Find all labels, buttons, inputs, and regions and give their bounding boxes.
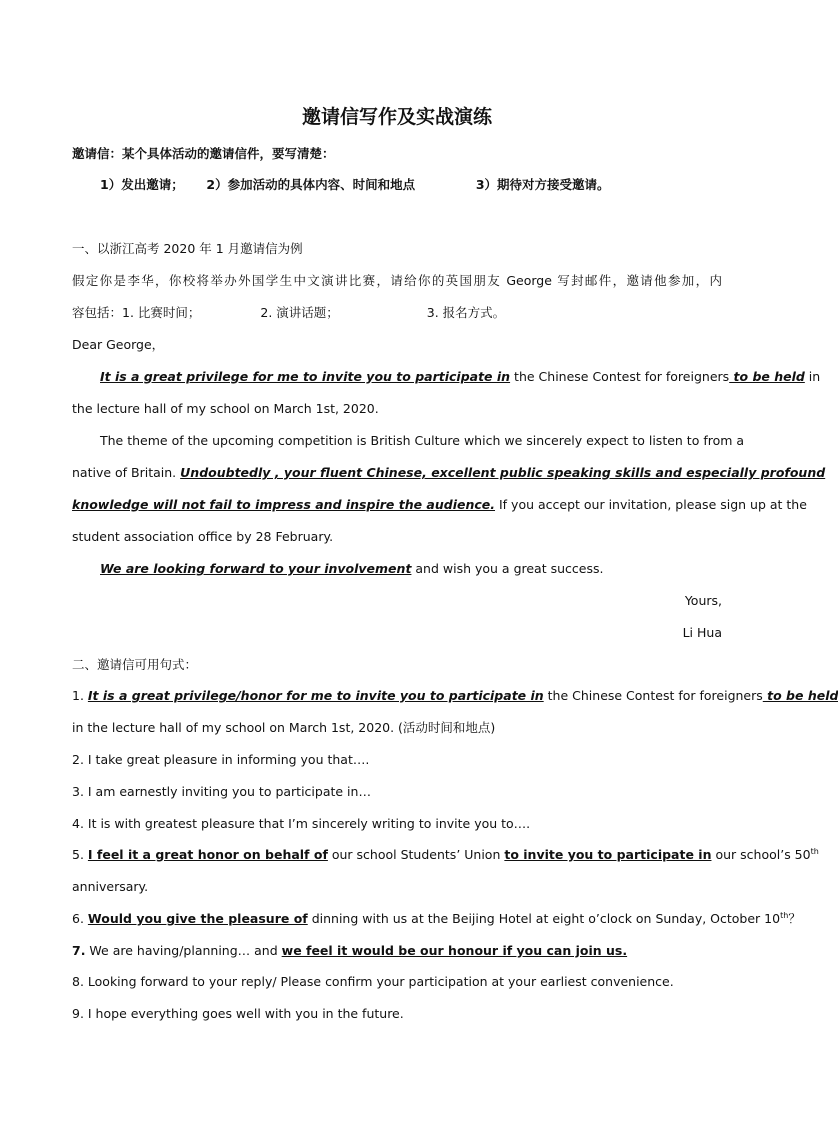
highlight-phrase: to be held xyxy=(762,688,838,703)
letter-signature: Li Hua xyxy=(682,625,722,640)
sentence-5-line1: 5. I feel it a great honor on behalf of our school Students’ Union to invite you to participate in our school’s 50th xyxy=(72,846,819,862)
highlight-phrase: I feel it a great honor on behalf of xyxy=(87,847,328,862)
intro-point-2: 2）参加活动的具体内容、时间和地点 xyxy=(206,177,416,192)
intro-point-3: 3）期待对方接受邀请。 xyxy=(475,177,610,192)
sentence-4: 4. It is with greatest pleasure that I’m sincerely writing to invite you to…. xyxy=(72,816,531,831)
highlight-phrase: we feel it would be our honour if you can join us. xyxy=(281,943,628,958)
intro-heading: 邀请信：某个具体活动的邀请信件，要写清楚： xyxy=(72,146,335,161)
section1-heading: 一、以浙江高考 2020 年 1 月邀请信为例 xyxy=(72,241,303,256)
salutation: Dear George， xyxy=(72,337,165,352)
highlight-phrase: We are looking forward to your involvement xyxy=(100,561,412,576)
intro-points xyxy=(100,177,740,193)
sentence-7: 7. We are having/planning… and we feel it would be our honour if you can join us. xyxy=(72,943,628,958)
letter-p2-line2: native of Britain. Undoubtedly , your fluent Chinese, excellent public speaking skills and especially profound xyxy=(72,465,826,480)
highlight-phrase: to invite you to participate in xyxy=(504,847,712,862)
letter-closing: Yours, xyxy=(684,593,722,608)
sentence-2: 2. I take great pleasure in informing you that…. xyxy=(72,752,370,767)
highlight-phrase: It is a great privilege for me to invite you to participate in xyxy=(100,369,511,384)
prompt-item-2: 2. 演讲话题； xyxy=(260,305,339,320)
sentence-1-line1: 1. It is a great privilege/honor for me to invite you to participate in the Chinese Contest for foreigners to be held xyxy=(72,688,838,703)
highlight-phrase: knowledge will not fail to impress and inspire the audience. xyxy=(72,497,496,512)
prompt-item-3: 3. 报名方式。 xyxy=(426,305,506,320)
highlight-phrase: Would you give the pleasure of xyxy=(87,911,308,926)
prompt-line-1: 假定你是李华，你校将举办外国学生中文演讲比赛，请给你的英国朋友 George 写封邮件，邀请他参加，内 xyxy=(72,273,722,288)
sentence-6: 6. Would you give the pleasure of dinning with us at the Beijing Hotel at eight o’clock on Sunday, October 10th？ xyxy=(72,910,801,926)
section2-heading: 二、邀请信可用句式： xyxy=(72,657,198,672)
letter-p2-line1: The theme of the upcoming competition is British Culture which we sincerely expect to listen to from a xyxy=(100,433,745,448)
highlight-phrase: to be held xyxy=(729,369,805,384)
letter-p1-line2: the lecture hall of my school on March 1st, 2020. xyxy=(72,401,379,416)
letter-p1-line1: It is a great privilege for me to invite you to participate in the Chinese Contest for foreigners to be held in xyxy=(100,369,821,384)
prompt-line-2 xyxy=(72,305,722,321)
prompt-item-1: 容包括：1. 比赛时间； xyxy=(72,305,201,320)
letter-p3: We are looking forward to your involvement and wish you a great success. xyxy=(100,561,604,576)
sentence-3: 3. I am earnestly inviting you to participate in… xyxy=(72,784,371,799)
sentence-8: 8. Looking forward to your reply/ Please confirm your participation at your earliest convenience. xyxy=(72,974,674,989)
sentence-1-line2: in the lecture hall of my school on March 1st, 2020. (活动时间和地点) xyxy=(72,720,496,735)
sentence-9: 9. I hope everything goes well with you in the future. xyxy=(72,1006,404,1021)
sentence-5-line2: anniversary. xyxy=(72,879,149,894)
letter-p2-line3: knowledge will not fail to impress and inspire the audience. If you accept our invitation, please sign up at the xyxy=(72,497,807,512)
highlight-phrase: Undoubtedly , your fluent Chinese, excellent public speaking skills and especially profound xyxy=(180,465,826,480)
intro-point-1: 1）发出邀请； xyxy=(100,177,184,192)
letter-p2-line4: student association office by 28 February. xyxy=(72,529,334,544)
highlight-phrase: It is a great privilege/honor for me to invite you to participate in xyxy=(87,688,544,703)
page-title: 邀请信写作及实战演练 xyxy=(301,106,492,128)
